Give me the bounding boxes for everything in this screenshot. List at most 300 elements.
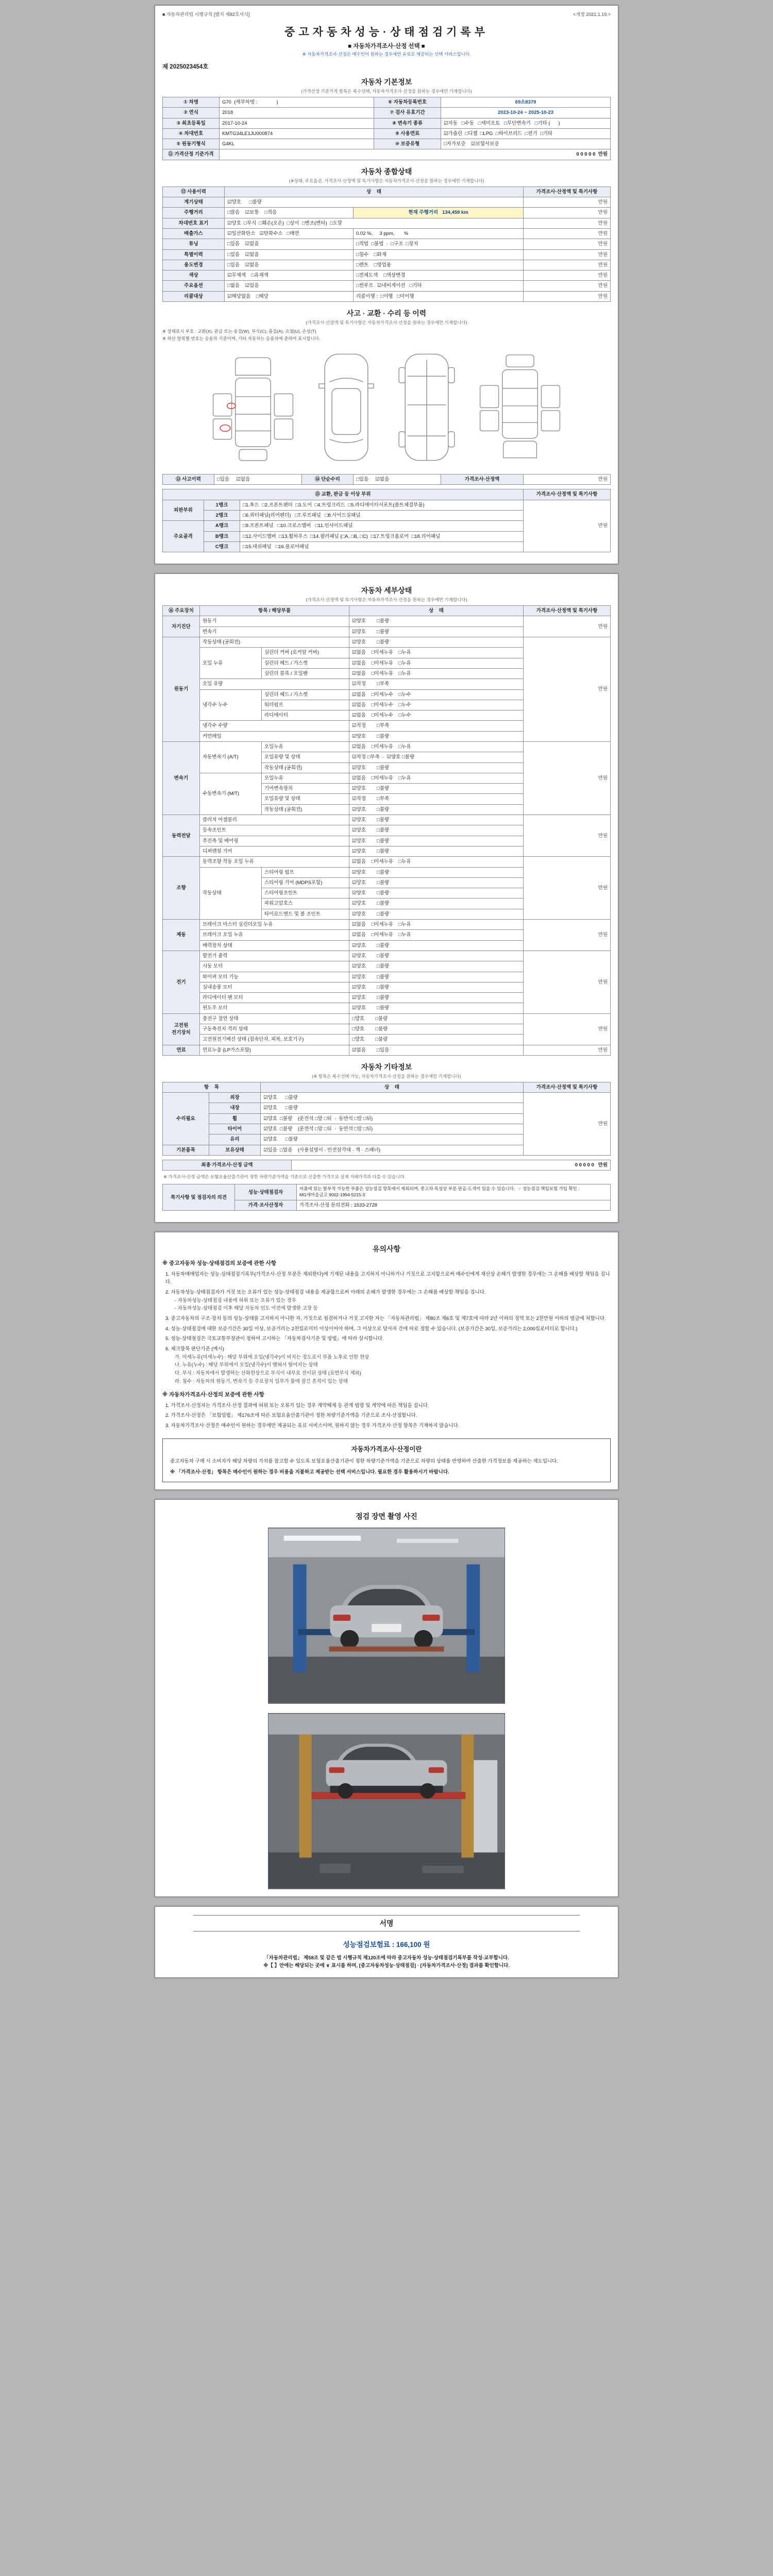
panel-photos bbox=[155, 1499, 618, 1897]
table-row bbox=[163, 1082, 611, 1092]
value-cell: ☑양호 □불량 bbox=[349, 909, 524, 919]
label-cell: ⑯ 주요장치 bbox=[163, 606, 200, 616]
text-line: 1. 자동차매매업자는 성능·상태점검기록부(가격조사·산정 부분은 제외한다)에 기재된 내용을 고지하지 아니하거나 거짓으로 고지함으로써 매수인에게 재산상 손해가 발생한 경우에는 그 손해를 배상할 책임을 집니다. bbox=[165, 1271, 610, 1285]
value-cell: 동력조향 작동 오일 누유 bbox=[200, 857, 349, 867]
form-reference-row bbox=[162, 11, 611, 18]
label-cell: 리콜대상 bbox=[163, 291, 225, 301]
value-cell: 만원 bbox=[524, 197, 611, 208]
value-cell: 브레이크 오일 누유 bbox=[200, 930, 349, 940]
value-cell: 윈도우 모터 bbox=[200, 1003, 349, 1013]
value-cell: 만원 bbox=[524, 920, 611, 951]
label-cell: 타이어 bbox=[209, 1124, 261, 1134]
value-cell: 가격조사·산정 문의전화 : 1533-2728 bbox=[297, 1200, 611, 1211]
text-line: 가. 미세누유(미세누수) : 해당 부위에 오일(냉각수)이 비치는 정도로서 부품 노후로 인한 현상 bbox=[175, 1354, 369, 1360]
value-cell: 기어변속장치 bbox=[262, 784, 349, 794]
label-cell: 외장 bbox=[209, 1093, 261, 1103]
value-cell: ☑적정 □부족 bbox=[349, 794, 524, 804]
value-cell: 타이로드엔드 및 볼 조인트 bbox=[262, 909, 349, 919]
table-row bbox=[163, 1160, 611, 1170]
text-line: 2. 가격조사·산정은 「보험업법」 제176조에 따른 보험요율산출기관이 정한 차량기준가액을 기준으로 조사·산정합니다. bbox=[165, 1413, 417, 1419]
label-cell: 가격조사·산정액 및 특기사항 bbox=[524, 489, 611, 500]
panel-detail bbox=[155, 573, 618, 1223]
value-cell: ☑자동 □수동 □세미오토 □무단변속기 □기타 ( ) bbox=[441, 118, 611, 128]
value-cell: ☑양호 □불량 bbox=[349, 993, 524, 1003]
value-cell: 만원 bbox=[524, 741, 611, 815]
label-cell: 최종 가격조사·산정 금액 bbox=[163, 1160, 292, 1170]
label-cell: 외판부위 bbox=[163, 500, 204, 521]
table-row bbox=[163, 139, 611, 149]
text-line: ※ 「가격조사·산정」 항목은 매수인이 원하는 경우 비용을 지불하고 제공받는 선택 서비스입니다. 필요한 경우 활용하시기 바랍니다. bbox=[170, 1469, 449, 1476]
value-cell: ☑없음 □미세누수 □누수 bbox=[349, 700, 524, 710]
table-row bbox=[163, 637, 611, 648]
label-cell: ④ 차대번호 bbox=[163, 128, 220, 139]
value-cell: 파워고압호스 bbox=[262, 899, 349, 909]
value-cell: ☑양호 □불량 bbox=[261, 1134, 524, 1145]
label-cell: 수리필요 bbox=[163, 1093, 209, 1145]
table-row bbox=[163, 1045, 611, 1055]
value-cell: ☑없음 □미세누유 □누유 bbox=[349, 920, 524, 930]
signature-footers bbox=[162, 1954, 611, 1970]
accident-parts-table bbox=[162, 489, 611, 552]
value-cell: ☑적정 □부족 · ☑양호 □불량 bbox=[349, 752, 524, 762]
value-cell: 디퍼렌셜 기어 bbox=[200, 846, 349, 856]
value-cell: 만원 bbox=[524, 281, 611, 291]
label-cell: ⑥ 자동차등록번호 bbox=[374, 97, 441, 108]
table-row bbox=[163, 1184, 611, 1200]
value-cell: 만원 bbox=[524, 218, 611, 228]
value-cell: 냉각수 누수 bbox=[200, 689, 262, 721]
inspection-photo-2 bbox=[268, 1713, 505, 1889]
value-cell: ☑양호 □불량 (운전석 □앞 □뒤 · 동반석 □앞 □뒤) bbox=[261, 1124, 524, 1134]
label-cell: 항 목 bbox=[163, 1082, 261, 1092]
value-cell: ☑양호 □불량 (운전석 □앞 □뒤 · 동반석 □앞 □뒤) bbox=[261, 1113, 524, 1124]
value-cell: ☑양호 □불량 bbox=[349, 626, 524, 637]
value-cell: □12.사이드멤버 □13.휠하우스 □14.필러패널 (□A, □B, □C) □17.트렁크플로어 □18.리어패널 bbox=[240, 531, 524, 541]
section-title-photos: 점검 장면 촬영 사진 bbox=[356, 1512, 417, 1520]
value-cell: 69소8379 bbox=[441, 97, 611, 108]
section-title-etc: 자동차 기타정보 bbox=[361, 1062, 412, 1071]
section-title-notice: 유의사항 bbox=[372, 1245, 401, 1253]
table-row bbox=[163, 197, 611, 208]
value-cell: □1.후드 □2.프론트펜더 □3.도어 □4.트렁크리드 □5.라디에이터서포트(볼트체결부품) bbox=[240, 500, 524, 510]
table-row bbox=[163, 281, 611, 291]
value-cell: ☑양호 □불량 bbox=[349, 804, 524, 815]
value-cell: ☑없음 □미세누수 □누수 bbox=[349, 710, 524, 721]
table-row bbox=[163, 500, 611, 510]
label-cell: 내장 bbox=[209, 1103, 261, 1113]
text-line: 중고자동차 구매 시 소비자가 해당 차량의 가치를 참고할 수 있도록 보험요율산출기관이 정한 차량기준가액을 기준으로 차량의 상태를 반영하여 산출한 가격정보를 제공하는 제도입니다. bbox=[170, 1459, 558, 1465]
text-line: 3. 중고자동차의 구조·장치 등의 성능·상태를 고지하지 아니한 자, 거짓으로 점검하거나 거짓 고지한 자는 「자동차관리법」 제80조 제6호 및 제7호에 따라 2년 이하의 징역 또는 2천만원 이하의 벌금에 처합니다. bbox=[165, 1316, 606, 1322]
value-cell: 2018 bbox=[220, 108, 374, 118]
value-cell: 리콜이행 : □이행 □미이행 bbox=[354, 291, 524, 301]
value-cell: ☑양호 □불량 bbox=[349, 815, 524, 825]
table-row bbox=[163, 1093, 611, 1103]
signature-title: 서명 bbox=[193, 1915, 580, 1931]
value-cell: 0 0 0 0 0 만원 bbox=[220, 149, 611, 160]
value-cell: ☑없음 □미세누수 □누수 bbox=[349, 689, 524, 700]
value-cell: 실린더 블록 / 오일팬 bbox=[262, 668, 349, 679]
label-cell: 계기상태 bbox=[163, 197, 225, 208]
table-row bbox=[163, 239, 611, 249]
value-cell: □적법 □불법 · □구조 □장치 bbox=[354, 239, 524, 249]
value-cell: 시동 모터 bbox=[200, 961, 349, 972]
value-cell: 스티어링조인트 bbox=[262, 888, 349, 899]
value-cell: 와이퍼 모터 기능 bbox=[200, 972, 349, 982]
table-row bbox=[163, 97, 611, 108]
label-cell: 연료 bbox=[163, 1045, 200, 1055]
car-diagram-exploded-front-icon bbox=[207, 347, 299, 468]
value-cell: 고전원전기배선 상태 (접속단자, 피복, 보호기구) bbox=[200, 1035, 349, 1045]
label-cell: 고전원 전기장치 bbox=[163, 1013, 200, 1045]
text-line: 1. 가격조사·산정자는 가격조사·산정 결과에 허위 또는 오류가 있는 경우 계약해제 등 관계 법령 및 계약에 따른 책임을 집니다. bbox=[165, 1402, 429, 1409]
text-line: 라. 침수 : 자동차의 원동기, 변속기 등 주요장치 일부가 물에 잠긴 흔적이 있는 상태 bbox=[175, 1378, 348, 1384]
value-cell: 만원 bbox=[524, 815, 611, 857]
value-cell: ☑양호 □불량 bbox=[261, 1093, 524, 1103]
value-cell: ☑양호 □불량 bbox=[349, 616, 524, 626]
final-price-note: ※ 가격조사·산정 금액은 보험요율산출기관이 정한 차량기준가액을 기준으로 산출한 가격으로 실제 거래가격과 다를 수 있습니다. bbox=[163, 1174, 406, 1180]
table-row bbox=[163, 815, 611, 825]
label-cell: A랭크 bbox=[204, 521, 240, 531]
value-cell: ☑양호 □불량 bbox=[349, 637, 524, 648]
value-cell: ☑양호 □불량 bbox=[349, 825, 524, 836]
value-cell: 0 0 0 0 0 만원 bbox=[292, 1160, 611, 1170]
label-cell: ⑨ 사용연료 bbox=[374, 128, 441, 139]
section-title-basic: 자동차 기본정보 bbox=[361, 78, 412, 86]
value-cell: ☑양호 □불량 bbox=[349, 836, 524, 846]
label-cell: 전기 bbox=[163, 951, 200, 1013]
value-cell: □있음 ☑없음 bbox=[225, 260, 354, 270]
table-row bbox=[163, 108, 611, 118]
value-cell: 구동축전지 격리 상태 bbox=[200, 1024, 349, 1035]
value-cell: 만원 bbox=[524, 208, 611, 218]
value-cell: ☑양호 □불량 bbox=[349, 888, 524, 899]
panel-summary bbox=[155, 5, 618, 564]
label-cell: 기본품목 bbox=[163, 1145, 209, 1155]
text-line: 3. 자동차가격조사·산정은 매수인이 원하는 경우에만 제공되는 유료 서비스이며, 원하지 않는 경우 가격조사·산정 항목은 기재하지 않습니다. bbox=[165, 1423, 460, 1429]
label-cell: ⑩ 보증유형 bbox=[374, 139, 441, 149]
value-cell: 만원 bbox=[524, 291, 611, 301]
value-cell: □전체도색 □색상변경 bbox=[354, 270, 524, 281]
label-cell: 자기진단 bbox=[163, 616, 200, 637]
value-cell: G4KL bbox=[220, 139, 374, 149]
label-cell: 제동 bbox=[163, 920, 200, 951]
label-cell: 상 태 bbox=[349, 606, 524, 616]
value-cell: □양호 □불량 bbox=[349, 1035, 524, 1045]
document-number: 제 2025023454호 bbox=[162, 64, 209, 70]
value-cell: ☑일산화탄소 ☑탄화수소 □매연 bbox=[225, 228, 354, 239]
etc-info-table bbox=[162, 1082, 611, 1156]
value-cell: 작동상태 (공회전) bbox=[200, 637, 349, 648]
label-cell: ① 차명 bbox=[163, 97, 220, 108]
value-cell: 오일유량 및 상태 bbox=[262, 794, 349, 804]
label-cell: 가격조사·산정액 및 특기사항 bbox=[524, 606, 611, 616]
table-row bbox=[163, 1013, 611, 1024]
label-cell: 가격조사·산정액 및 특기사항 bbox=[524, 1082, 611, 1092]
value-cell: □있음 ☑없음 bbox=[214, 474, 302, 485]
panel-notices bbox=[155, 1232, 618, 1489]
section-note-basic: (가격산정 기준가격 항목은 복수선택, 자동차가격조사·산정을 원하는 경우에만 기재합니다) bbox=[301, 89, 472, 94]
label-cell: 가격조사·산정액 bbox=[441, 474, 524, 485]
document-subtitle-note: ※ 자동차가격조사·산정은 매수인이 원하는 경우에만 유료로 제공되는 선택 서비스입니다. bbox=[302, 52, 471, 57]
value-cell: 만원 bbox=[524, 1093, 611, 1156]
value-cell: 만원 bbox=[524, 637, 611, 742]
value-cell: 실린더 커버 (로커암 커버) bbox=[262, 648, 349, 658]
value-cell: 브레이크 마스터 실린더오일 누유 bbox=[200, 920, 349, 930]
value-cell: 냉각수 수량 bbox=[200, 721, 349, 731]
value-cell: □많음 ☑보통 □적음 bbox=[225, 208, 354, 218]
value-cell: 충전구 절연 상태 bbox=[200, 1013, 349, 1024]
text-line: 4. 성능·상태점검에 대한 보증기간은 30일 이상, 보증거리는 2천킬로미터 이상이어야 하며, 그 이상으로 당사자 간에 따로 정할 수 있습니다. (보증기간은 30일, 보증거리는 2,000킬로미터로 합니다.) bbox=[165, 1326, 578, 1332]
label-cell: 특별이력 bbox=[163, 249, 225, 260]
text-line: 자동차가격조사·산정이란 bbox=[351, 1445, 422, 1453]
value-cell: ☑양호 □불량 bbox=[349, 784, 524, 794]
label-cell: ⑫ 사용이력 bbox=[163, 187, 225, 197]
text-line: - 자동차성능·상태점검 내용에 허위 또는 오류가 있는 경우 bbox=[175, 1297, 296, 1303]
value-cell: 워터펌프 bbox=[262, 700, 349, 710]
value-cell: 원동기 bbox=[200, 616, 349, 626]
label-cell: 가격·조사산정자 bbox=[235, 1200, 297, 1211]
value-cell: 작동상태 bbox=[200, 867, 262, 919]
label-cell: ⑧ 변속기 종류 bbox=[374, 118, 441, 128]
final-price-table bbox=[162, 1160, 611, 1171]
text-line: 다. 부식 : 자동차에서 발생하는 산화현상으로 부식이 내부로 전이된 상태 (표면부식 제외) bbox=[175, 1370, 361, 1377]
value-cell: 2023-10-24 ~ 2025-10-23 bbox=[441, 108, 611, 118]
value-cell: □침수 □화재 bbox=[354, 249, 524, 260]
value-cell: □있음 ☑없음 bbox=[225, 249, 354, 260]
value-cell: ☑양호 □불량 bbox=[349, 982, 524, 992]
value-cell: 자동변속기 (A/T) bbox=[200, 741, 262, 773]
value-cell: 현재 주행거리 134,459 km bbox=[354, 208, 524, 218]
value-cell: 라디에이터 bbox=[262, 710, 349, 721]
value-cell: ☑양호 □불량 bbox=[349, 877, 524, 888]
value-cell: 연료누출 (LP가스포함) bbox=[200, 1045, 349, 1055]
insurance-fee-line bbox=[162, 1939, 611, 1949]
section-title-overall: 자동차 종합상태 bbox=[361, 167, 412, 176]
label-cell: 휠 bbox=[209, 1113, 261, 1124]
value-cell: 실린더 헤드 / 가스켓 bbox=[262, 658, 349, 668]
text-line: ※ 중고자동차 성능·상태점검의 보증에 관한 사항 bbox=[162, 1260, 277, 1267]
value-cell: 오일 유량 bbox=[200, 679, 349, 689]
value-cell: 스티어링 펌프 bbox=[262, 867, 349, 877]
label-cell: 주요옵션 bbox=[163, 281, 225, 291]
value-cell: ☑무채색 □유채색 bbox=[225, 270, 354, 281]
value-cell: 추진축 및 베어링 bbox=[200, 836, 349, 846]
value-cell: 만원 bbox=[524, 616, 611, 637]
table-row bbox=[163, 128, 611, 139]
section-note-detail: (가격조사·산정액 및 특기사항은 자동차가격조사·산정을 원하는 경우에만 기재합니다) bbox=[306, 597, 467, 603]
value-cell: ☑없음 □미세누유 □누유 bbox=[349, 930, 524, 940]
value-cell: ☑양호 □불량 bbox=[349, 867, 524, 877]
label-cell: 차대번호 표기 bbox=[163, 218, 225, 228]
detail-state-table bbox=[162, 605, 611, 1056]
label-cell: 상 태 bbox=[261, 1082, 524, 1092]
value-cell: □있음 ☑없음 bbox=[354, 474, 441, 485]
text-line: 5. 성능·상태점검은 국토교통부장관이 정하여 고시하는 「자동차검사기준 및 방법」에 따라 실시합니다. bbox=[165, 1336, 384, 1342]
value-cell: 만원 bbox=[524, 951, 611, 1013]
table-row bbox=[163, 291, 611, 301]
text-line: ※ 자동차가격조사·산정의 보증에 관한 사항 bbox=[162, 1392, 264, 1398]
value-cell: 클러치 어셈블리 bbox=[200, 815, 349, 825]
table-row bbox=[163, 741, 611, 752]
label-cell: 항목 / 해당부품 bbox=[200, 606, 349, 616]
table-row bbox=[163, 489, 611, 500]
label-cell: 용도변경 bbox=[163, 260, 225, 270]
value-cell: G70 (세부차명 : ) bbox=[220, 97, 374, 108]
document-title: 중고자동차성능·상태점검기록부 bbox=[284, 26, 489, 38]
value-cell: 수동변속기 (M/T) bbox=[200, 773, 262, 815]
label-cell: 가격조사·산정액 및 특기사항 bbox=[524, 187, 611, 197]
label-cell: 2랭크 bbox=[204, 510, 240, 520]
label-cell: B랭크 bbox=[204, 531, 240, 541]
value-cell: 만원 bbox=[524, 270, 611, 281]
table-row bbox=[163, 260, 611, 270]
label-cell: ⑬ 사고이력 bbox=[163, 474, 214, 485]
inspection-document bbox=[155, 5, 618, 1978]
table-row bbox=[163, 474, 611, 485]
table-row bbox=[163, 187, 611, 197]
value-cell: ☑양호 □불량 bbox=[349, 972, 524, 982]
label-cell: ⑤ 원동기형식 bbox=[163, 139, 220, 149]
label-cell: ⑦ 검사 유효기간 bbox=[374, 108, 441, 118]
table-row bbox=[163, 208, 611, 218]
value-cell: □있음 ☑없음 bbox=[225, 239, 354, 249]
value-cell: □없음 ☑있음 bbox=[225, 281, 354, 291]
value-cell: ☑없음 □미세누유 □누유 bbox=[349, 648, 524, 658]
value-cell: ☑양호 □불량 bbox=[225, 197, 524, 208]
label-cell: 상 태 bbox=[225, 187, 524, 197]
table-row bbox=[163, 951, 611, 961]
section-title-accident: 사고 · 교환 · 수리 등 이력 bbox=[346, 309, 427, 318]
label-cell: 변속기 bbox=[163, 741, 200, 815]
value-cell: ☑양호 □불량 bbox=[349, 762, 524, 773]
table-row bbox=[163, 228, 611, 239]
section-note-etc: (※ 항목은 복수선택 가능, 자동차가격조사·산정을 원하는 경우에만 기재합니다) bbox=[312, 1073, 461, 1079]
opinion-table bbox=[162, 1184, 611, 1211]
value-cell: 만원 bbox=[524, 1013, 611, 1045]
value-cell: 작동상태 (공회전) bbox=[262, 762, 349, 773]
value-cell: ☑적정 □부족 bbox=[349, 679, 524, 689]
value-cell: ☑적정 □부족 bbox=[349, 721, 524, 731]
value-cell: ☑없음 □미세누유 □누유 bbox=[349, 741, 524, 752]
table-row bbox=[163, 606, 611, 616]
footer-check-line: ※【 】안에는 해당되는 곳에 ∨ 표시를 하며, [중고자동차성능·상태점검] · [자동차가격조사·산정] 결과를 확인합니다. bbox=[263, 1963, 510, 1969]
accident-legend-1: ※ 상태표시 부호 : 교환(X), 판금 또는 용접(W), 부식(C), 흠집(A), 요철(U), 손상(T) bbox=[162, 329, 316, 334]
label-cell: 1랭크 bbox=[204, 500, 240, 510]
value-cell: 만원 bbox=[524, 239, 611, 249]
inspection-photo-1 bbox=[268, 1528, 505, 1704]
value-cell: □양호 □불량 bbox=[349, 1024, 524, 1035]
label-cell: ⑪ 가격산정 기준가격 bbox=[163, 149, 220, 160]
value-cell: ☑없음 □있음 bbox=[349, 1045, 524, 1055]
value-cell: 실린더 헤드 / 가스켓 bbox=[262, 689, 349, 700]
value-cell: 작동상태 (공회전) bbox=[262, 804, 349, 815]
value-cell: □자가보증 ☑보험사보증 bbox=[441, 139, 611, 149]
photo-list bbox=[162, 1528, 611, 1889]
value-cell: ☑없음 □미세누유 □누유 bbox=[349, 658, 524, 668]
label-cell: 튜닝 bbox=[163, 239, 225, 249]
car-diagram-bottom-icon bbox=[393, 347, 460, 468]
label-cell: ⑭ 단순수리 bbox=[302, 474, 354, 485]
label-cell: 조향 bbox=[163, 857, 200, 920]
car-diagrams bbox=[162, 347, 611, 468]
value-cell: ☑양호 □불량 bbox=[349, 1003, 524, 1013]
value-cell: 라디에이터 팬 모터 bbox=[200, 993, 349, 1003]
label-cell: ② 연식 bbox=[163, 108, 220, 118]
value-cell: 오일 누유 bbox=[200, 648, 262, 679]
value-cell: ☑해당없음 □해당 bbox=[225, 291, 354, 301]
value-cell: ☑양호 □부식 □훼손(오손) □상이 □변조(변타) □도말 bbox=[225, 218, 524, 228]
value-cell: □9.프론트패널 □10.크로스멤버 □11.인사이드패널 bbox=[240, 521, 524, 531]
value-cell: 만원 bbox=[524, 857, 611, 920]
value-cell: 발전기 출력 bbox=[200, 951, 349, 961]
form-reference-left: ■ 자동차관리법 시행규칙 [별지 제82호서식] bbox=[162, 12, 250, 17]
label-cell: 주요골격 bbox=[163, 521, 204, 552]
text-line: 2. 자동차성능·상태점검자가 거짓 또는 오류가 있는 성능·상태점검 내용을 제공함으로써 아래의 손해가 발생한 경우에는 그 손해를 배상할 책임을 집니다. bbox=[165, 1290, 486, 1295]
label-cell: ③ 최초등록일 bbox=[163, 118, 220, 128]
label-cell: C랭크 bbox=[204, 541, 240, 552]
value-cell: ☑양호 □불량 bbox=[349, 961, 524, 972]
value-cell: □15.대쉬패널 □16.플로어패널 bbox=[240, 541, 524, 552]
value-cell: 오일누유 bbox=[262, 741, 349, 752]
value-cell: □6.쿼터패널(리어펜더) □7.루프패널 □8.사이드실패널 bbox=[240, 510, 524, 520]
value-cell: 비품에 있는 탈부착 가능한 부품은 성능점검 항목에서 제외되며, 중고차 특성상 부분 판금·도색이 있을 수 있습니다. ☞ 성능점검 책임보험 가입 확인 : MG새마을금고 9002-1994-5215-3 bbox=[297, 1184, 611, 1200]
table-row bbox=[163, 616, 611, 626]
basic-info-table bbox=[162, 97, 611, 160]
value-cell: 등속조인트 bbox=[200, 825, 349, 836]
value-cell: 0.02 %, 3 ppm, % bbox=[354, 228, 524, 239]
label-cell: 원동기 bbox=[163, 637, 200, 742]
value-cell: ☑양호 □불량 bbox=[349, 731, 524, 741]
value-cell: ☑양호 □불량 bbox=[349, 940, 524, 951]
document-subtitle: ■ 자동차가격조사·산정 선택 ■ bbox=[348, 43, 425, 49]
value-cell: 스티어링 기어 (MDPS포함) bbox=[262, 877, 349, 888]
value-cell: ☑양호 □불량 bbox=[261, 1103, 524, 1113]
accident-legend-2: ※ 하단 항목별 번호는 승용차 기준이며, 기타 자동차는 승용차에 준하여 표시합니다. bbox=[162, 336, 321, 342]
text-line: 나. 누유(누수) : 해당 부위에서 오일(냉각수)이 맺혀서 떨어지는 상태 bbox=[175, 1362, 318, 1368]
label-cell: 성능·상태점검자 bbox=[235, 1184, 297, 1200]
insurance-fee-value: 166,100 원 bbox=[396, 1940, 430, 1948]
value-cell: □양호 □불량 bbox=[349, 1013, 524, 1024]
text-line: - 자동차성능·상태점검 이후 해당 자동차 인도 이전에 발생한 고장 등 bbox=[175, 1306, 318, 1312]
table-row bbox=[163, 270, 611, 281]
table-row bbox=[163, 149, 611, 160]
value-cell: 커먼레일 bbox=[200, 731, 349, 741]
table-row bbox=[163, 857, 611, 867]
label-cell: 보유상태 bbox=[209, 1145, 261, 1155]
value-cell: 만원 bbox=[524, 474, 611, 485]
table-row bbox=[163, 249, 611, 260]
accident-flags-table bbox=[162, 474, 611, 485]
value-cell: ☑있음 □없음 (사용설명서 · 안전삼각대 · 잭 · 스패너) bbox=[261, 1145, 524, 1155]
value-cell: 만원 bbox=[524, 260, 611, 270]
table-row bbox=[163, 118, 611, 128]
table-row bbox=[163, 218, 611, 228]
value-cell: □렌트 □영업용 bbox=[354, 260, 524, 270]
label-cell: 주행거리 bbox=[163, 208, 225, 218]
value-cell: 오일누유 bbox=[262, 773, 349, 783]
form-reference-right: <개정 2021.1.19.> bbox=[573, 12, 611, 17]
value-cell: 만원 bbox=[524, 228, 611, 239]
footer-law-line: 「자동차관리법」 제58조 및 같은 법 시행규칙 제120조에 따라 중고자동차 성능·상태점검기록부를 작성·교부합니다. bbox=[264, 1955, 509, 1961]
table-row bbox=[163, 920, 611, 930]
value-cell: 만원 bbox=[524, 249, 611, 260]
value-cell: ☑없음 □미세누유 □누유 bbox=[349, 773, 524, 783]
label-cell: ⑮ 교환, 판금 등 이상 부위 bbox=[163, 489, 524, 500]
label-cell: 동력전달 bbox=[163, 815, 200, 857]
section-title-detail: 자동차 세부상태 bbox=[361, 586, 412, 595]
section-note-accident: (가격조사·산정액 및 특기사항은 자동차가격조사·산정을 원하는 경우에만 기재합니다) bbox=[306, 320, 467, 326]
insurance-fee-label: 성능점검보험료 : bbox=[343, 1940, 396, 1948]
